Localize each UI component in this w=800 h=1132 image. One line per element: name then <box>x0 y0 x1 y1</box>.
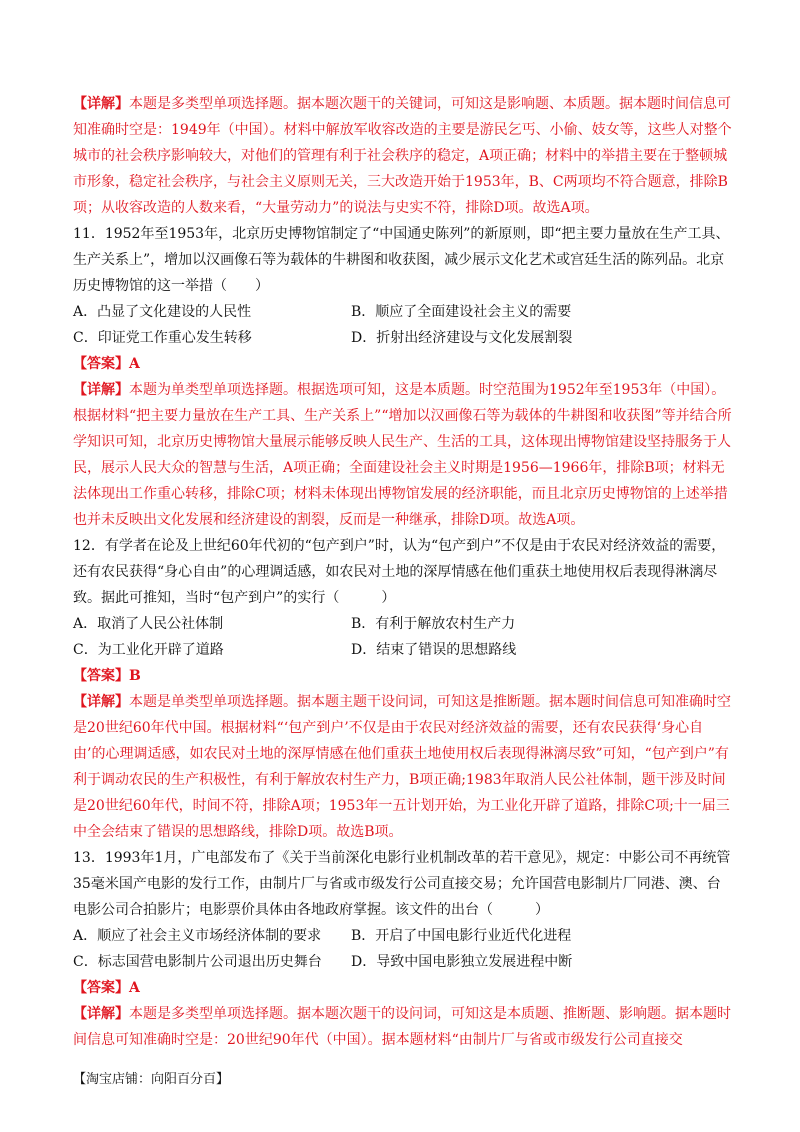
option-row <box>73 325 733 351</box>
option-right: B．开启了中国电影行业近代化进程 <box>351 928 572 944</box>
explanation-paragraph <box>73 689 733 845</box>
question-stem: 12．有学者在论及上世纪60年代初的“包产到户”时，认为“包产到户”不仅是由于农民对经济效益的需要，还有农民获得“身心自由”的心理调适感，如农民对土地的深厚情感在他们重获土地使用权后表现得淋漓尽致。据此可推知，当时“包产到户”的实行（ ） <box>73 538 726 606</box>
option-left: C．为工业化开辟了道路 <box>73 642 224 658</box>
document-body <box>73 91 733 1053</box>
question-stem: 11．1952年至1953年，北京历史博物馆制定了“中国通史陈列”的新原则，即“把主要力量放在生产工具、生产关系上”，增加以汉画像石等为载体的牛耕图和收获图，减少展示文化艺术或宫廷生活的陈列品。北京历史博物馆的这一举措（ ） <box>73 226 730 294</box>
explanation-paragraph <box>73 377 733 533</box>
explanation-tag: 【详解】 <box>73 1006 129 1022</box>
explanation-text: 本题是多类型单项选择题。据本题次题干的设问词，可知这是本质题、推断题、影响题。据本题时间信息可知准确时空是：20世纪90年代（中国）。据本题材料“由制片厂与省或市级发行公司直接交 <box>73 1006 731 1048</box>
answer-line: 【答案】A <box>73 356 140 372</box>
option-row <box>73 611 733 637</box>
footer-shop-label: 【淘宝店铺：向阳百分百】 <box>73 1072 230 1087</box>
option-right: B．有利于解放农村生产力 <box>351 616 516 632</box>
explanation-tag: 【详解】 <box>73 694 129 710</box>
option-row <box>73 949 733 975</box>
question-stem: 13．1993年1月，广电部发布了《关于当前深化电影行业机制改革的若干意见》，规定：中影公司不再统管35毫米国产电影的发行工作，由制片厂与省或市级发行公司直接交易；允许国营电影制片厂同港、澳、台电影公司合拍影片；电影票价具体由各地政府掌握。该文件的出台（ ） <box>73 850 731 918</box>
answer-line: 【答案】B <box>73 668 141 684</box>
explanation-paragraph <box>73 91 733 221</box>
option-left: C．印证党工作重心发生转移 <box>73 330 252 346</box>
option-right: B．顺应了全面建设社会主义的需要 <box>351 304 572 320</box>
explanation-text: 本题是多类型单项选择题。据本题次题干的关键词，可知这是影响题、本质题。据本题时间信息可知准确时空是：1949年（中国）。材料中解放军收容改造的主要是游民乞丐、小偷、妓女等，这些人对整个城市的社会秩序影响较大，对他们的管理有利于社会秩序的稳定，A项正确；材料中的举措主要在于整顿城市形象，稳定社会秩序，与社会主义原则无关，三大改造开始于1953年，B、C两项均不符合题意，排除B项；从收容改造的人数来看，“大量劳动力”的说法与史实不符，排除D项。故选A项。 <box>73 96 732 216</box>
explanation-text: 本题为单类型单项选择题。根据选项可知，这是本质题。时空范围为1952年至1953年（中国）。根据材料“把主要力量放在生产工具、生产关系上”“增加以汉画像石等为载体的牛耕图和收获图”等并结合所学知识可知，北京历史博物馆大量展示能够反映人民生产、生活的工具，这体现出博物馆建设坚持服务于人民，展示人民大众的智慧与生活，A项正确；全面建设社会主义时期是1956—1966年，排除B项；材料无法体现出工作重心转移，排除C项；材料未体现出博物馆发展的经济职能，而且北京历史博物馆的上述举措也并未反映出文化发展和经济建设的割裂，反而是一种继承，排除D项。故选A项。 <box>73 382 732 528</box>
explanation-tag: 【详解】 <box>73 96 129 112</box>
explanation-text: 本题是单类型单项选择题。据本题主题干设问词，可知这是推断题。据本题时间信息可知准确时空是20世纪60年代中国。根据材料“‘包产到户’不仅是由于农民对经济效益的需要，还有农民获得‘身心自由’的心理调适感，如农民对土地的深厚情感在他们重获土地使用权后表现得淋漓尽致”可知，“包产到户”有利于调动农民的生产积极性，有利于解放农村生产力，B项正确;1983年取消人民公社体制，题干涉及时间是20世纪60年代，时间不符，排除A项；1953年一五计划开始，为工业化开辟了道路，排除C项;十一届三中全会结束了错误的思想路线，排除D项。故选B项。 <box>73 694 731 840</box>
option-left: A．顺应了社会主义市场经济体制的要求 <box>73 928 322 944</box>
option-row <box>73 299 733 325</box>
explanation-tag: 【详解】 <box>73 382 129 398</box>
option-left: A．凸显了文化建设的人民性 <box>73 304 252 320</box>
option-row <box>73 923 733 949</box>
option-row <box>73 637 733 663</box>
explanation-paragraph <box>73 1001 733 1053</box>
answer-line: 【答案】A <box>73 980 140 996</box>
option-left: A．取消了人民公社体制 <box>73 616 224 632</box>
option-right: D．结束了错误的思想路线 <box>351 642 517 658</box>
option-left: C．标志国营电影制片公司退出历史舞台 <box>73 954 322 970</box>
option-right: D．折射出经济建设与文化发展割裂 <box>351 330 573 346</box>
option-right: D．导致中国电影独立发展进程中断 <box>351 954 573 970</box>
